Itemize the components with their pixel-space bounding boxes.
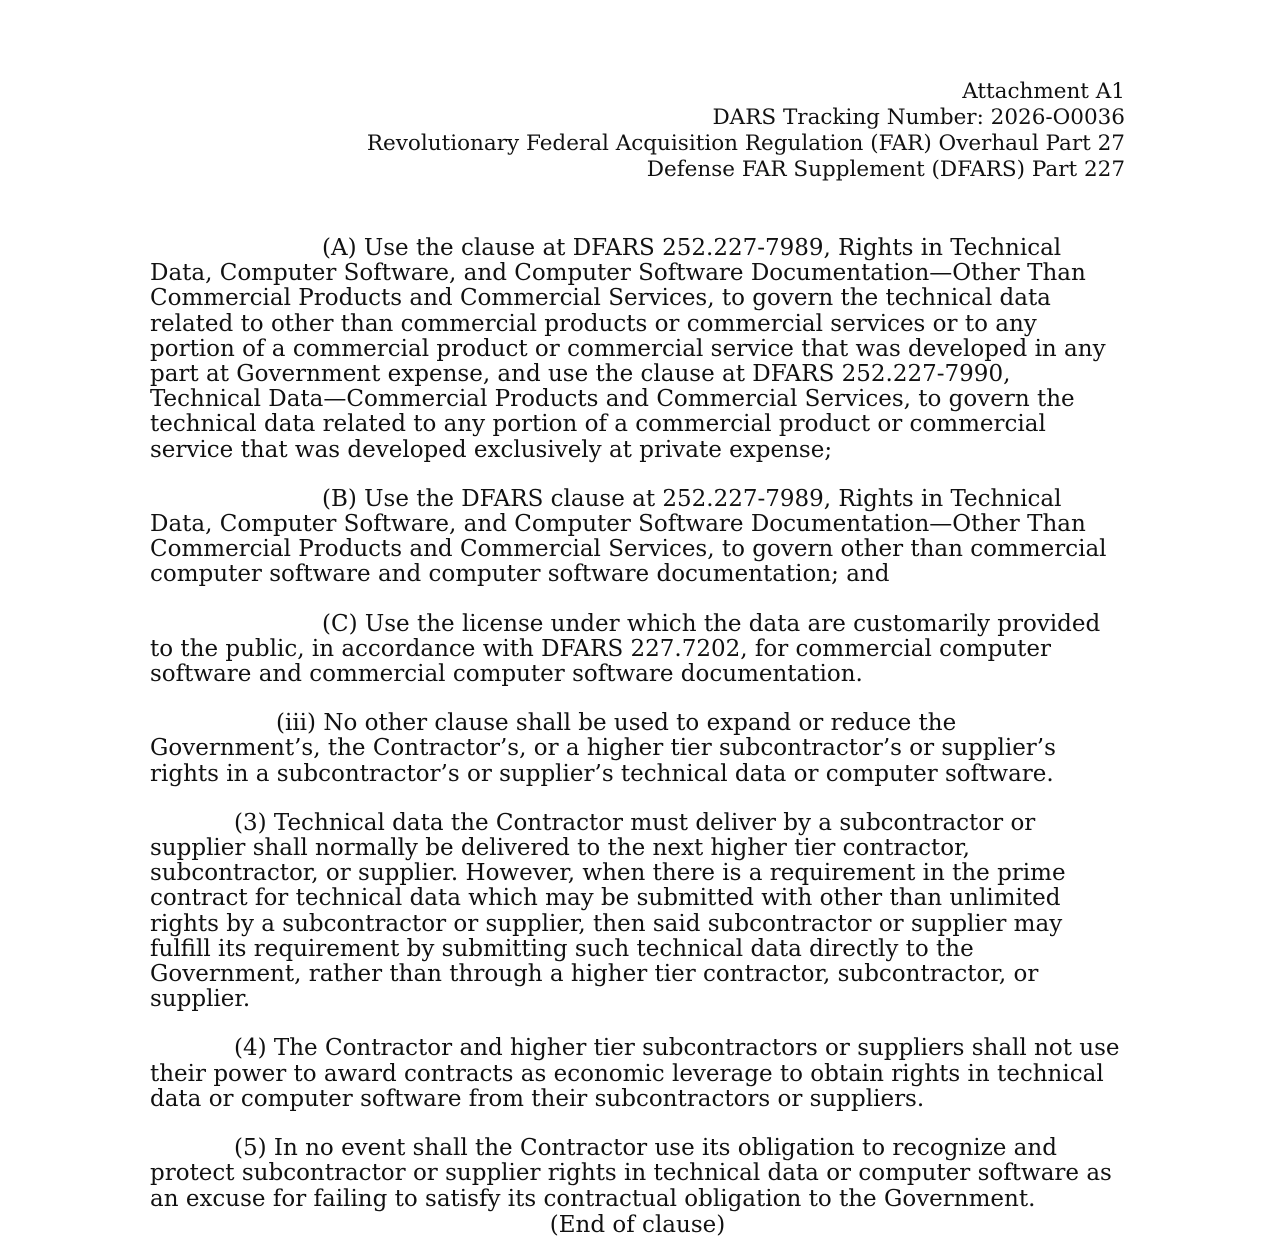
paragraph-5: (5) In no event shall the Contractor use its obligation to recognize and protect subcontractor or supplier rights in technical data or computer software as an excuse for failing to satisfy its contractual obligation to the Government. xyxy=(150,1135,1112,1212)
far-part-title: Revolutionary Federal Acquisition Regulation (FAR) Overhaul Part 27 xyxy=(366,131,1125,156)
document-header xyxy=(367,79,1125,183)
paragraph-A: (A) Use the clause at DFARS 252.227-7989, Rights in Technical Data, Computer Software, and Computer Software Documentation—Other Than Commercial Products and Commercial Services, to govern the technical data related to other than commercial products or commercial services or to any portion of a commercial product or commercial service that was developed in any part at Government expense, and use the clause at DFARS 252.227-7990, Technical Data—Commercial Products and Commercial Services, to govern the technical data related to any portion of a commercial product or commercial service that was developed exclusively at private expense; xyxy=(150,235,1106,463)
paragraph-4: (4) The Contractor and higher tier subcontractors or suppliers shall not use their power to award contracts as economic leverage to obtain rights in technical data or computer software from their subcontractors or suppliers. xyxy=(150,1035,1120,1112)
paragraph-3: (3) Technical data the Contractor must deliver by a subcontractor or supplier shall normally be delivered to the next higher tier contractor, subcontractor, or supplier. However, when there is a requirement in the prime contract for technical data which may be submitted with other than unlimited rights by a subcontractor or supplier, then said subcontractor or supplier may fulfill its requirement by submitting such technical data directly to the Government, rather than through a higher tier contractor, subcontractor, or supplier. xyxy=(150,809,1066,1013)
attachment-label: Attachment A1 xyxy=(962,79,1125,104)
tracking-number: DARS Tracking Number: 2026-O0036 xyxy=(712,105,1125,130)
paragraph-B: (B) Use the DFARS clause at 252.227-7989, Rights in Technical Data, Computer Software, and Computer Software Documentation—Other Than Commercial Products and Commercial Services, to govern other than commercial computer software and computer software documentation; and xyxy=(150,485,1107,588)
paragraph-C: (C) Use the license under which the data are customarily provided to the public, in accordance with DFARS 227.7202, for commercial computer software and commercial computer software documentation. xyxy=(150,610,1101,688)
paragraph-iii: (iii) No other clause shall be used to expand or reduce the Government’s, the Contractor’s, or a higher tier subcontractor’s or supplier’s rights in a subcontractor’s or supplier’s technical data or computer software. xyxy=(150,710,1056,787)
dfars-part-title: Defense FAR Supplement (DFARS) Part 227 xyxy=(646,157,1125,182)
end-of-clause: (End of clause) xyxy=(549,1212,726,1238)
clause-body xyxy=(150,236,1126,1212)
